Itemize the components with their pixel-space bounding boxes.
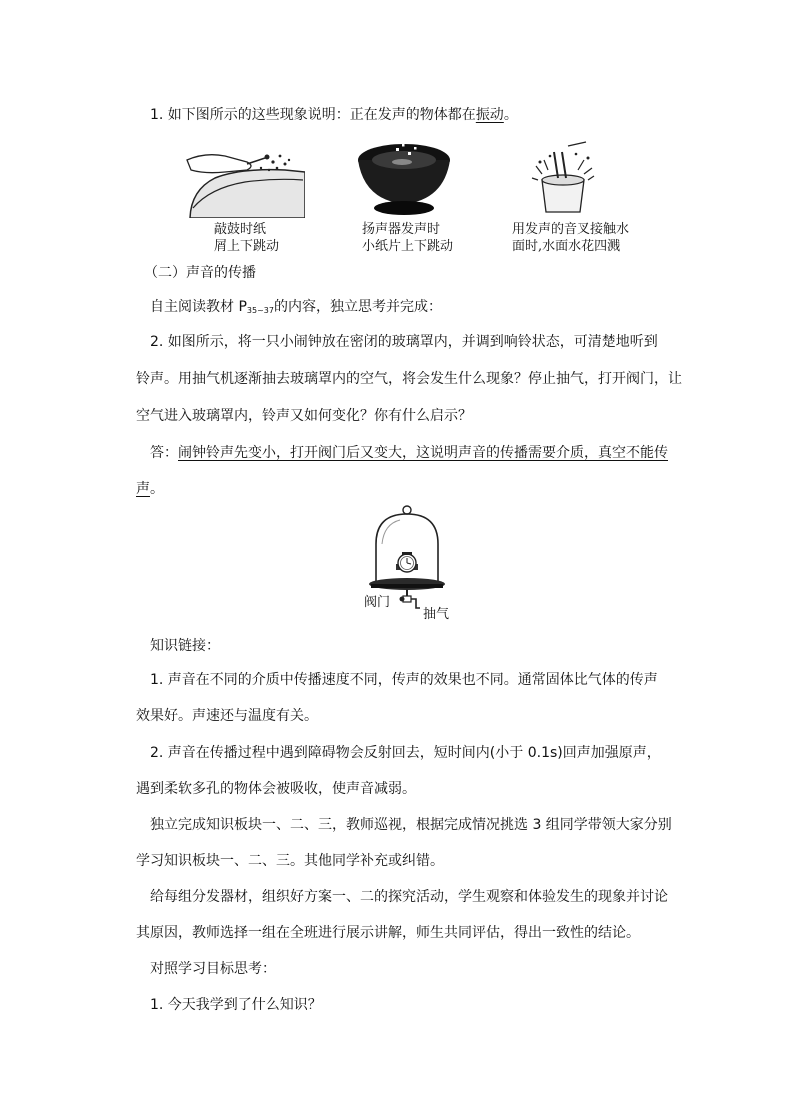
knowledge-item1-line2: 效果好。声速还与温度有关。	[136, 708, 318, 724]
knowledge-title: 知识链接：	[150, 638, 220, 654]
answer-end: 。	[150, 481, 164, 497]
answer-line2	[136, 478, 676, 500]
question-1-suffix: 。	[503, 107, 518, 123]
question-2-line1: 2. 如图所示，将一只小闹钟放在密闭的玻璃罩内，并调到响铃状态，可清楚地听到	[150, 334, 658, 350]
reflect-question-1: 1. 今天我学到了什么知识？	[150, 997, 322, 1013]
question-1-answer: 振动	[475, 107, 504, 123]
fork-caption	[512, 221, 629, 255]
answer-prefix: 答：	[150, 445, 178, 461]
drum-caption	[214, 221, 279, 255]
section-2-title: （二）声音的传播	[144, 265, 256, 281]
pump-label: 抽气	[423, 607, 450, 622]
knowledge-item1-line1: 1. 声音在不同的介质中传播速度不同，传声的效果也不同。通常固体比气体的传声	[150, 672, 658, 688]
answer-text: 闹钟铃声先变小，打开阀门后又变大，这说明声音的传播需要介质，真空不能传	[178, 445, 668, 461]
speaker-caption-line2: 小纸片上下跳动	[362, 239, 454, 254]
question-2-line3: 空气进入玻璃罩内，铃声又如何变化？你有什么启示？	[136, 408, 472, 424]
self-read-pages: 35~37	[246, 306, 274, 315]
drum-caption-line1: 敲鼓时纸	[214, 222, 267, 237]
self-read-suffix: 的内容，独立思考并完成：	[273, 299, 442, 315]
self-read-instruction	[150, 296, 690, 322]
para1-line2: 学习知识板块一、二、三。其他同学补充或纠错。	[136, 853, 444, 869]
answer-line1	[150, 442, 690, 464]
para1-line1: 独立完成知识板块一、二、三，教师巡视，根据完成情况挑选 3 组同学带领大家分别	[150, 817, 672, 833]
question-1	[150, 104, 690, 126]
speaker-caption	[362, 221, 453, 255]
speaker-caption-line1: 扬声器发声时	[362, 222, 441, 237]
fork-caption-line1: 用发声的音叉接触水	[512, 222, 630, 237]
tuning-fork-figure	[528, 140, 598, 216]
para2-line1: 给每组分发器材，组织好方案一、二的探究活动，学生观察和体验发生的现象并讨论	[150, 889, 668, 905]
answer-text-cont: 声	[136, 481, 150, 497]
knowledge-item2-line1: 2. 声音在传播过程中遇到障碍物会反射回去，短时间内(小于 0.1s)回声加强原声，	[150, 745, 661, 761]
valve-label: 阀门	[364, 595, 391, 610]
question-2-line2: 铃声。用抽气机逐渐抽去玻璃罩内的空气，将会发生什么现象？停止抽气，打开阀门，让	[136, 371, 682, 387]
speaker-figure	[356, 140, 452, 216]
self-read-text: 自主阅读教材 P	[150, 299, 247, 315]
drum-caption-line2: 屑上下跳动	[214, 239, 280, 254]
drum-paper-figure	[185, 140, 305, 218]
reflect-title: 对照学习目标思考：	[150, 961, 276, 977]
knowledge-item2-line2: 遇到柔软多孔的物体会被吸收，使声音减弱。	[136, 781, 416, 797]
fork-caption-line2: 面时,水面水花四溅	[512, 239, 621, 254]
para2-line2: 其原因，教师选择一组在全班进行展示讲解，师生共同评估，得出一致性的结论。	[136, 925, 640, 941]
question-1-text: 1. 如下图所示的这些现象说明：正在发声的物体都在	[150, 107, 476, 123]
